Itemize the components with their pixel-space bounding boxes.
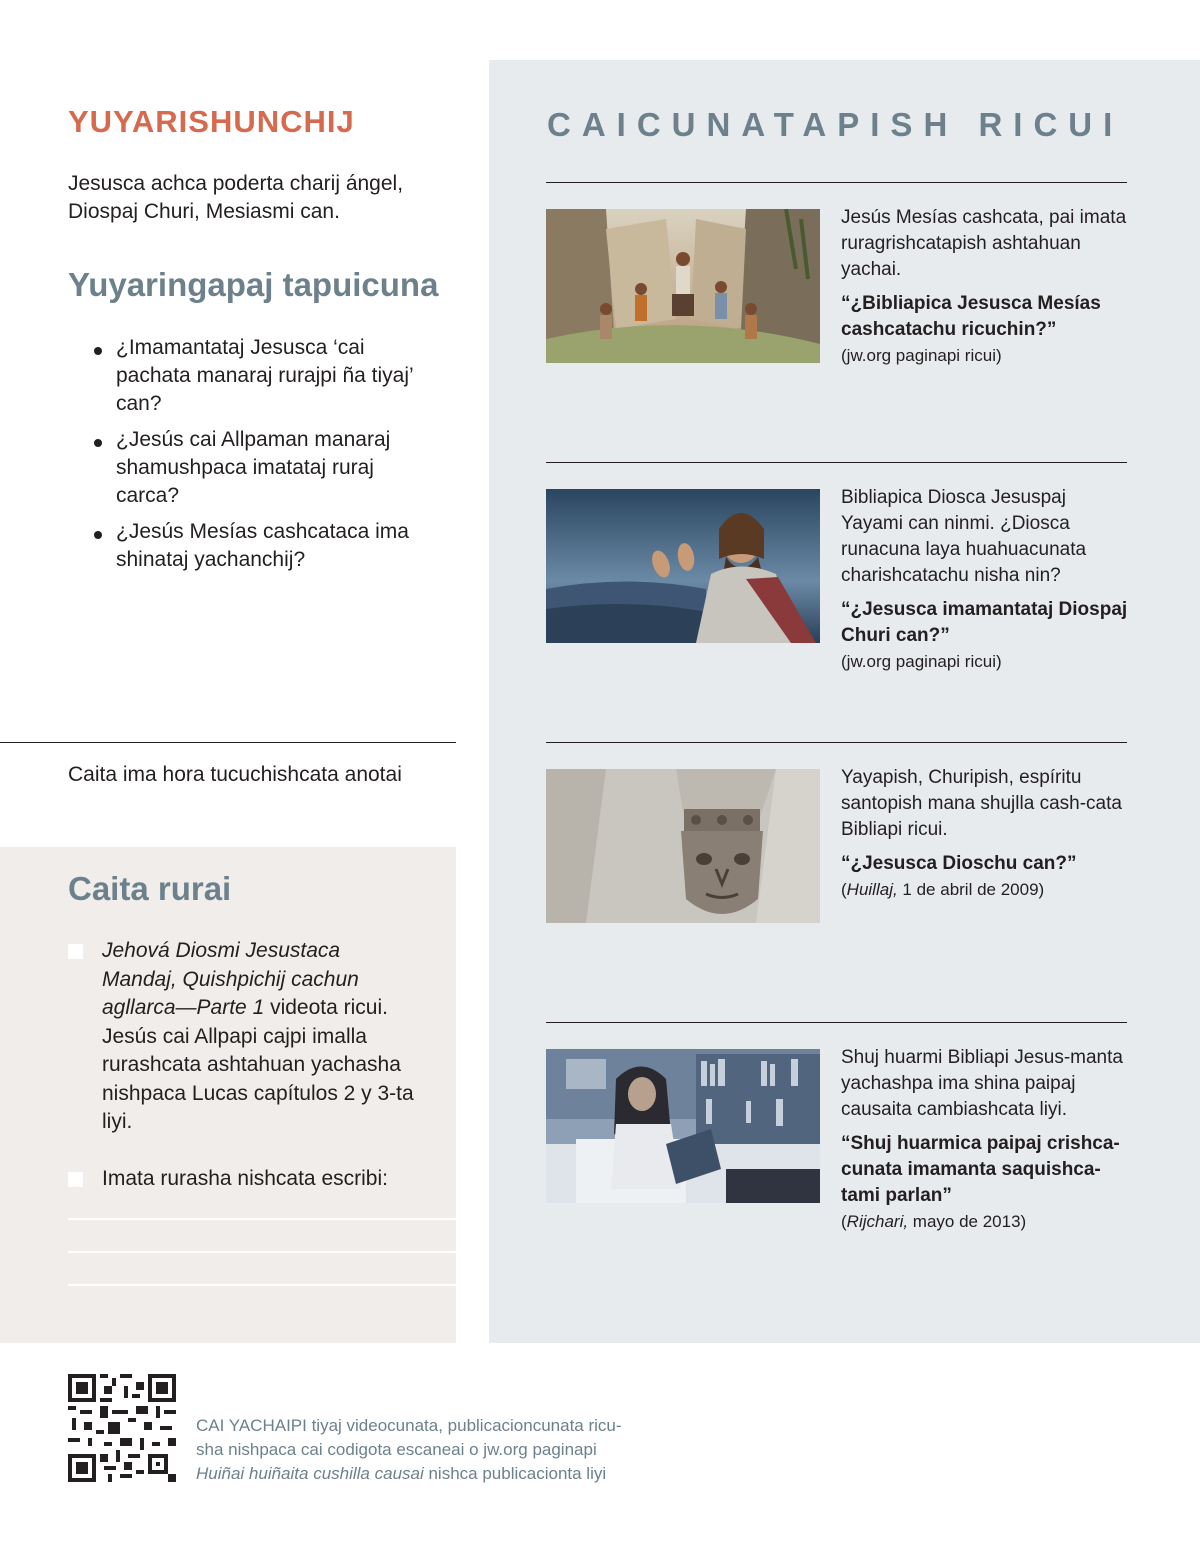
card-source: (jw.org paginapi ricui) bbox=[841, 346, 1002, 365]
divider bbox=[546, 1022, 1127, 1023]
card-woman-story bbox=[841, 1045, 1131, 1235]
explore-heading: CAICUNATAPISH RICUI bbox=[547, 106, 1124, 143]
recap-text: Jesusca achca poderta charij ángel, Diospaj Churi, Mesiasmi can. bbox=[68, 172, 404, 223]
list-item: ¿Imamantataj Jesusca ‘cai pachata manaraj rurajpi ña tiyaj’ can? bbox=[92, 334, 432, 418]
footer-text bbox=[196, 1414, 622, 1486]
todo-item-video bbox=[68, 937, 418, 1137]
card-son-of-god bbox=[841, 485, 1131, 675]
card-source: (Huillaj, 1 de abril de 2009) bbox=[841, 880, 1045, 899]
stone-carving-image bbox=[546, 769, 820, 923]
card-title[interactable]: “Shuj huarmica paipaj crishca-cunata imamanta saquishca-tami parlan” bbox=[841, 1133, 1120, 1206]
divider bbox=[546, 742, 1127, 743]
review-questions-heading: Yuyaringapaj tapuicuna bbox=[68, 266, 439, 303]
card-title[interactable]: “¿Jesusca Dioschu can?” bbox=[841, 853, 1077, 874]
footer-line: CAI YACHAIPI tiyaj videocunata, publicacioncunata ricu- bbox=[196, 1416, 622, 1435]
card-description: Bibliapica Diosca Jesuspaj Yayami can ninmi. ¿Diosca runacuna laya huahuacunata charishcatachu nisha nin? bbox=[841, 487, 1087, 586]
checkbox[interactable] bbox=[68, 1172, 83, 1187]
woman-reading-image bbox=[546, 1049, 820, 1203]
video-title: Jehová Diosmi Jesustaca Mandaj, Quishpichij cachun agllarca—Parte 1 bbox=[102, 939, 359, 1019]
write-line[interactable] bbox=[68, 1251, 456, 1253]
card-source: (jw.org paginapi ricui) bbox=[841, 652, 1002, 671]
divider bbox=[546, 462, 1127, 463]
card-description: Shuj huarmi Bibliapi Jesus-manta yachashpa ima shina paipaj causaita cambiashcata liyi. bbox=[841, 1047, 1123, 1120]
qr-code-icon[interactable] bbox=[68, 1374, 176, 1482]
write-line[interactable] bbox=[68, 1284, 456, 1286]
checkbox[interactable] bbox=[68, 944, 83, 959]
list-item: ¿Jesús cai Allpaman manaraj shamushpaca imatataj ruraj carca? bbox=[92, 426, 432, 510]
list-item: ¿Jesús Mesías cashcataca ima shinataj yachanchij? bbox=[92, 518, 432, 574]
card-messiah bbox=[841, 205, 1131, 369]
todo-item-text: Imata rurasha nishcata escribi: bbox=[102, 1167, 388, 1190]
card-description: Yayapish, Churipish, espíritu santopish mana shujlla cash-cata Bibliapi ricui. bbox=[841, 767, 1122, 840]
todo-item-goal bbox=[68, 1165, 418, 1194]
notes-label: Caita ima hora tucuchishcata anotai bbox=[68, 763, 402, 786]
card-trinity bbox=[841, 765, 1131, 903]
todo-heading: Caita rurai bbox=[68, 870, 232, 907]
card-description: Jesús Mesías cashcata, pai imata ruragrishcatapish ashtahuan yachai. bbox=[841, 207, 1127, 280]
card-source: (Rijchari, mayo de 2013) bbox=[841, 1212, 1027, 1231]
recap-heading: YUYARISHUNCHIJ bbox=[68, 104, 355, 139]
divider bbox=[546, 182, 1127, 183]
todo-item-text: videota ricui. Jesús cai Allpapi cajpi imalla rurashcata ashtahuan yachasha nishpaca Lucas capítulos 2 y 3-ta liyi. bbox=[102, 996, 414, 1133]
footer-line: Huiñai huiñaita cushilla causai nishca publicacionta liyi bbox=[196, 1464, 607, 1483]
card-title[interactable]: “¿Jesusca imamantataj Diospaj Churi can?” bbox=[841, 599, 1128, 646]
jesus-entering-jerusalem-image bbox=[546, 209, 820, 363]
card-title[interactable]: “¿Bibliapica Jesusca Mesías cashcatachu ricuchin?” bbox=[841, 293, 1101, 340]
jesus-praying-image bbox=[546, 489, 820, 643]
divider bbox=[0, 742, 456, 743]
footer-line: sha nishpaca cai codigota escaneai o jw.org paginapi bbox=[196, 1440, 597, 1459]
review-questions-list bbox=[92, 334, 432, 582]
write-line[interactable] bbox=[68, 1218, 456, 1220]
